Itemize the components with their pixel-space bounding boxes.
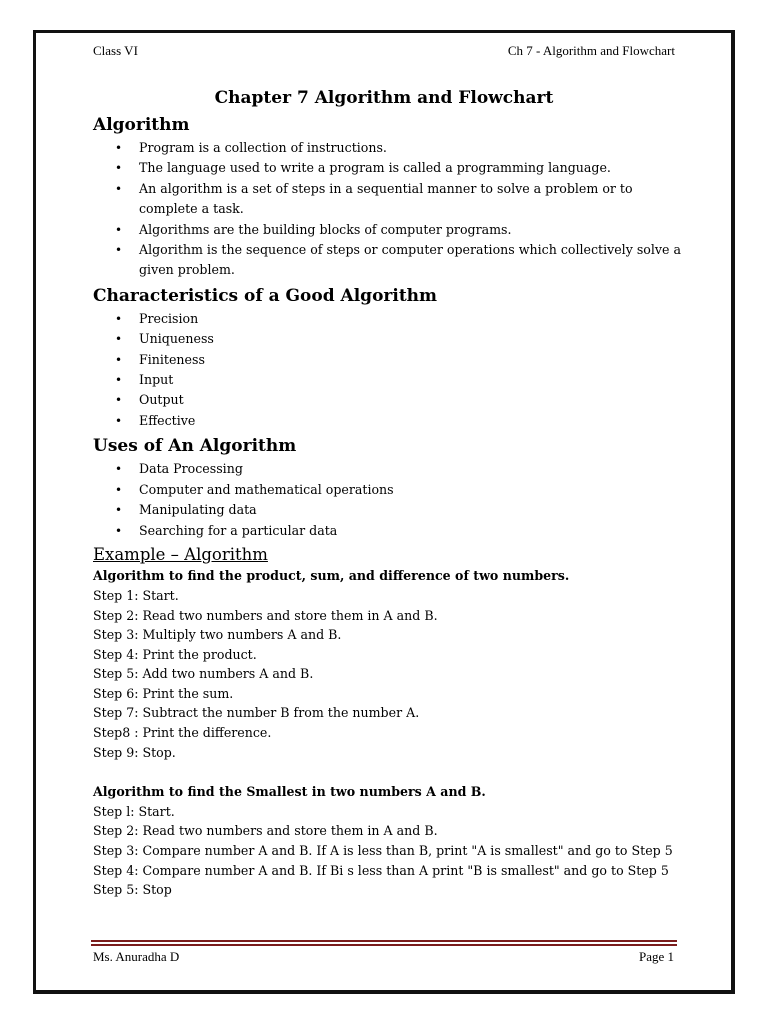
document-body bbox=[93, 113, 683, 900]
list-item: • The language used to write a program is called a programming language. bbox=[93, 158, 683, 178]
step-line: Step 3: Multiply two numbers A and B. bbox=[93, 627, 342, 643]
bullet-icon: • bbox=[115, 413, 123, 428]
bullet-icon: • bbox=[115, 161, 123, 176]
list-item: • Precision bbox=[93, 309, 683, 329]
footer-author: Ms. Anuradha D bbox=[93, 949, 180, 964]
algorithm-heading: Algorithm bbox=[93, 115, 190, 135]
bullet-icon: • bbox=[115, 352, 123, 367]
algo2-title: Algorithm to find the Smallest in two numbers A and B. bbox=[93, 783, 486, 799]
list-item: • Input bbox=[93, 370, 683, 390]
spacer bbox=[93, 762, 683, 782]
bullet-icon: • bbox=[115, 373, 123, 388]
bullet-icon: • bbox=[115, 222, 123, 237]
step-line: Step 5: Add two numbers A and B. bbox=[93, 666, 314, 682]
bullet-icon: • bbox=[115, 141, 123, 155]
bullet-icon: • bbox=[115, 311, 123, 326]
step-line: Step 7: Subtract the number B from the number A. bbox=[93, 705, 420, 721]
header-chapter: Ch 7 - Algorithm and Flowchart bbox=[507, 43, 675, 58]
bullet-icon: • bbox=[115, 243, 123, 258]
list-item: • Computer and mathematical operations bbox=[93, 480, 683, 500]
bullet-icon: • bbox=[115, 181, 123, 196]
list-item: • Searching for a particular data bbox=[93, 521, 683, 541]
bullet-icon: • bbox=[115, 503, 123, 518]
bullet-icon: • bbox=[115, 332, 123, 347]
header-class: Class VI bbox=[93, 43, 138, 58]
step-line: Step 4: Print the product. bbox=[93, 646, 257, 662]
step-line: Step 3: Compare number A and B. If A is less than B, print "A is smallest" and go to Step 5 bbox=[93, 843, 673, 859]
list-item: • Program is a collection of instructions. bbox=[93, 138, 683, 158]
uses-list bbox=[93, 459, 683, 541]
step-line: Step 6: Print the sum. bbox=[93, 685, 234, 701]
list-item: • An algorithm is a set of steps in a sequential manner to solve a problem or to complete a task. bbox=[115, 180, 633, 217]
step-line: Step 2: Read two numbers and store them in A and B. bbox=[93, 823, 438, 839]
footer-divider bbox=[91, 940, 677, 946]
bullet-icon: • bbox=[115, 523, 123, 538]
uses-heading: Uses of An Algorithm bbox=[93, 436, 297, 457]
list-item: • Effective bbox=[93, 411, 683, 431]
step-line: Step 9: Stop. bbox=[93, 744, 176, 760]
bullet-icon: • bbox=[115, 482, 123, 497]
algorithm-list bbox=[93, 138, 683, 281]
algo1-title: Algorithm to find the product, sum, and difference of two numbers. bbox=[93, 567, 570, 583]
list-item: • Uniqueness bbox=[93, 329, 683, 349]
step-line: Step 1: Start. bbox=[93, 587, 179, 603]
step-line: Step8 : Print the difference. bbox=[93, 725, 272, 741]
list-item: • Algorithms are the building blocks of computer programs. bbox=[93, 220, 683, 240]
footer-page-number: Page 1 bbox=[638, 949, 674, 964]
list-item: • Algorithm is the sequence of steps or computer operations which collectively solve a given problem. bbox=[115, 242, 681, 278]
list-item: • Manipulating data bbox=[93, 500, 683, 520]
list-item: • Data Processing bbox=[93, 459, 683, 479]
characteristics-list bbox=[93, 309, 683, 431]
page-title: Chapter 7 Algorithm and Flowchart bbox=[214, 88, 554, 108]
step-line: Step 4: Compare number A and B. If Bi s less than A print "B is smallest" and go to Step 5 bbox=[93, 862, 669, 878]
step-line: Step l: Start. bbox=[93, 803, 175, 819]
list-item: • Output bbox=[93, 390, 683, 410]
characteristics-heading: Characteristics of a Good Algorithm bbox=[93, 285, 438, 306]
example-heading: Example – Algorithm bbox=[93, 544, 268, 564]
bullet-icon: • bbox=[115, 393, 123, 408]
step-line: Step 2: Read two numbers and store them in A and B. bbox=[93, 607, 438, 623]
list-item: • Finiteness bbox=[93, 350, 683, 370]
step-line: Step 5: Stop bbox=[93, 882, 172, 898]
bullet-icon: • bbox=[115, 462, 123, 477]
